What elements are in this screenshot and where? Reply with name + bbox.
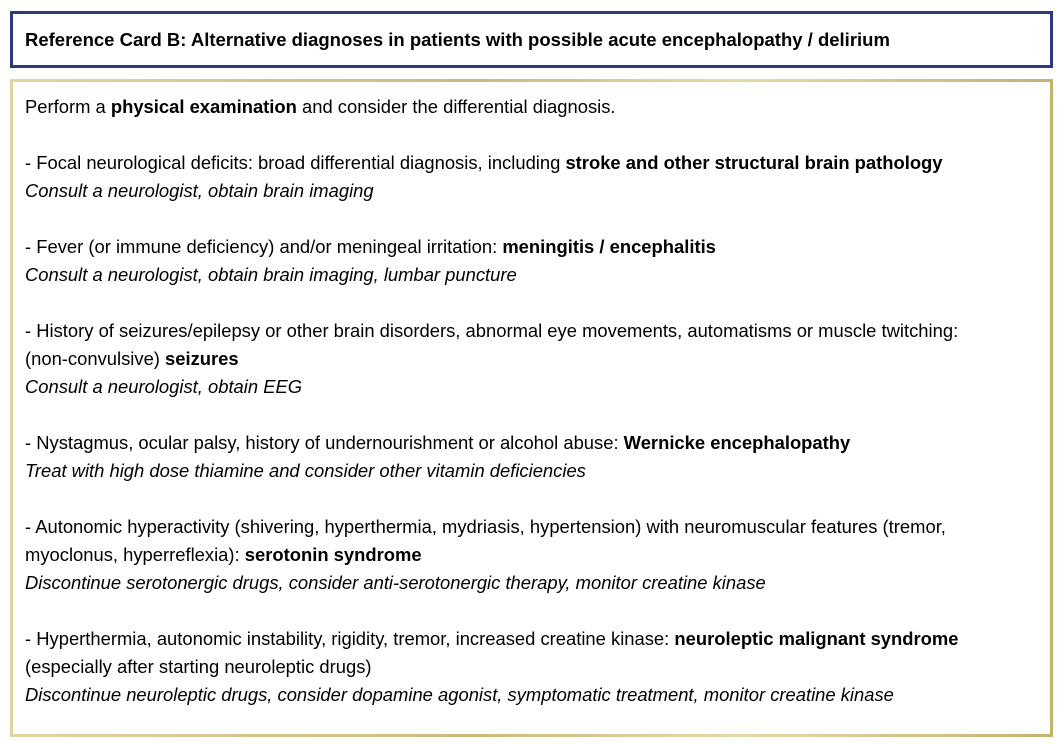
item-6-action: Discontinue neuroleptic drugs, consider dopamine agonist, symptomatic treatment, monitor creatine kinase — [25, 684, 894, 705]
item-3-text: - History of seizures/epilepsy or other brain disorders, abnormal eye movements, automatisms or muscle twitching: — [25, 320, 959, 341]
item-5-line-1 — [25, 513, 1050, 541]
item-3-action: Consult a neurologist, obtain EEG — [25, 376, 303, 397]
item-3-diagnosis: seizures — [165, 348, 239, 369]
card-title-box — [10, 11, 1053, 68]
item-1-text: - Focal neurological deficits: broad differential diagnosis, including — [25, 152, 566, 173]
item-5-text: - Autonomic hyperactivity (shivering, hyperthermia, mydriasis, hypertension) with neuromuscular features (tremor, — [25, 516, 946, 537]
item-1-line-1 — [25, 149, 1050, 177]
card-title: Reference Card B: Alternative diagnoses in patients with possible acute encephalopathy / delirium — [25, 28, 890, 50]
intro-line — [25, 93, 1050, 121]
item-1-action: Consult a neurologist, obtain brain imaging — [25, 180, 374, 201]
item-3-line-2 — [25, 345, 1050, 373]
item-3-line-1 — [25, 317, 1050, 345]
intro-pre: Perform a — [25, 96, 111, 117]
item-4-line-1 — [25, 429, 1050, 457]
item-5-text-2: myoclonus, hyperreflexia): — [25, 544, 245, 565]
item-5-action: Discontinue serotonergic drugs, consider anti-serotonergic therapy, monitor creatine kinase — [25, 572, 766, 593]
item-6-line-2 — [25, 653, 1050, 681]
item-3-text-2: (non-convulsive) — [25, 348, 166, 369]
item-2-text: - Fever (or immune deficiency) and/or meningeal irritation: — [25, 236, 503, 257]
intro-post: and consider the differential diagnosis. — [296, 96, 616, 117]
item-4-diagnosis: Wernicke encephalopathy — [623, 432, 851, 453]
item-6-diagnosis: neuroleptic malignant syndrome — [674, 628, 959, 649]
item-6-text: - Hyperthermia, autonomic instability, rigidity, tremor, increased creatine kinase: — [25, 628, 675, 649]
intro-bold: physical examination — [110, 96, 297, 117]
item-4-action: Treat with high dose thiamine and consider other vitamin deficiencies — [25, 460, 586, 481]
item-2-action: Consult a neurologist, obtain brain imaging, lumbar puncture — [25, 264, 517, 285]
item-5-line-2 — [25, 541, 1050, 569]
item-1-diagnosis: stroke and other structural brain pathology — [565, 152, 943, 173]
item-2-line-1 — [25, 233, 1050, 261]
item-2-diagnosis: meningitis / encephalitis — [502, 236, 716, 257]
item-6-text-2: (especially after starting neuroleptic drugs) — [25, 656, 372, 677]
item-4-text: - Nystagmus, ocular palsy, history of undernourishment or alcohol abuse: — [25, 432, 624, 453]
item-6-line-1 — [25, 625, 1050, 653]
content-box — [10, 79, 1053, 737]
item-5-diagnosis: serotonin syndrome — [244, 544, 422, 565]
